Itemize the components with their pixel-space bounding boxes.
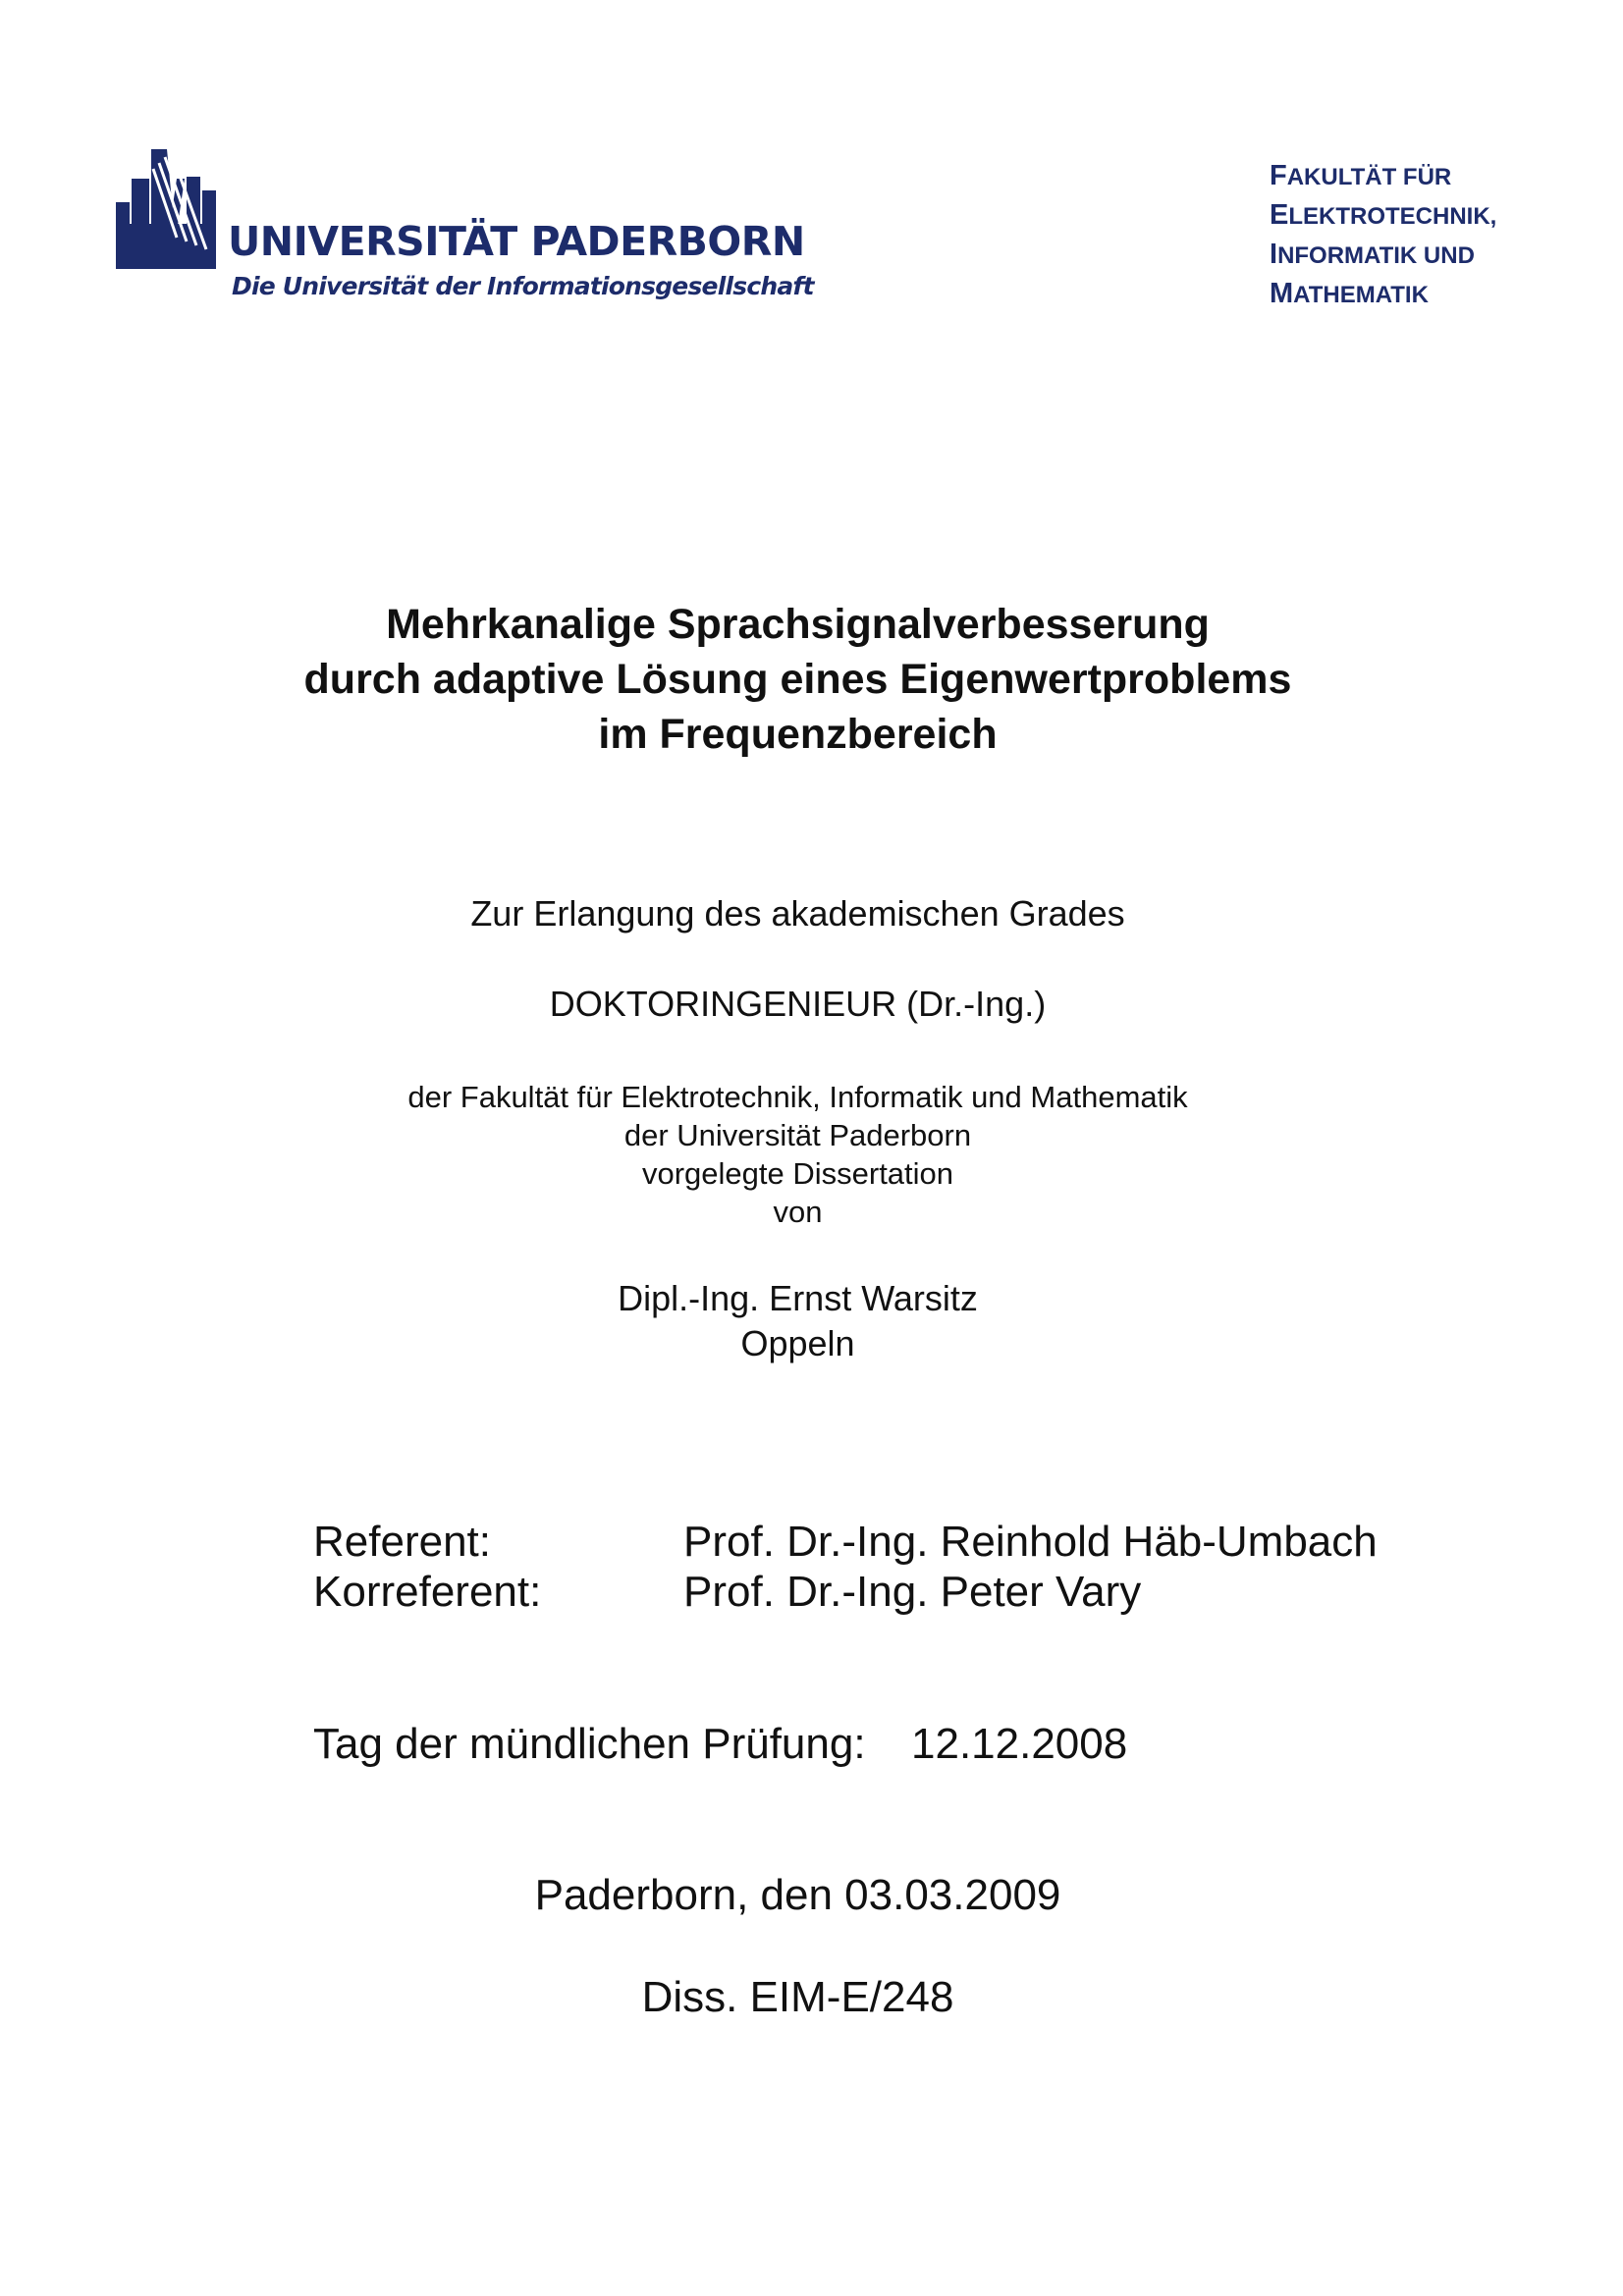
faculty-header	[1270, 157, 1496, 314]
statement-line: vorgelegte Dissertation	[641, 1156, 954, 1191]
co-referee-row	[313, 1568, 1141, 1617]
title-line: Mehrkanalige Sprachsignalverbesserung	[386, 601, 1210, 648]
referee-name: Prof. Dr.-Ing. Reinhold Häb-Umbach	[683, 1518, 1378, 1566]
title-line: im Frequenzbereich	[598, 711, 998, 758]
faculty-header-line: FAKULTÄT FÜR	[1270, 160, 1452, 191]
faculty-header-line: MATHEMATIK	[1270, 278, 1429, 309]
referee-label: Referent:	[313, 1518, 491, 1566]
place-date: Paderborn, den 03.03.2009	[534, 1871, 1061, 1919]
referee-row	[313, 1518, 1378, 1567]
oral-exam-date: 12.12.2008	[911, 1720, 1128, 1768]
statement-line: der Fakultät für Elektrotechnik, Informatik und Mathematik	[407, 1080, 1188, 1114]
university-logo-icon	[116, 139, 216, 269]
oral-exam-row	[313, 1720, 1127, 1769]
statement-line: von	[773, 1195, 823, 1229]
oral-exam-label: Tag der mündlichen Prüfung:	[313, 1720, 866, 1768]
title-line: durch adaptive Lösung eines Eigenwertproblems	[303, 656, 1292, 703]
submission-statement	[0, 1078, 1596, 1231]
university-tagline: Die Universität der Informationsgesellschaft	[232, 272, 814, 300]
statement-line: der Universität Paderborn	[623, 1118, 972, 1152]
university-name: UNIVERSITÄT PADERBORN	[228, 218, 805, 265]
faculty-header-line: ELEKTROTECHNIK,	[1270, 199, 1497, 231]
degree-intro: Zur Erlangung des akademischen Grades	[470, 893, 1125, 934]
dissertation-number: Diss. EIM-E/248	[641, 1973, 954, 2021]
co-referee-label: Korreferent:	[313, 1568, 542, 1616]
co-referee-name: Prof. Dr.-Ing. Peter Vary	[683, 1568, 1142, 1616]
author-block	[0, 1276, 1596, 1366]
author-birthplace: Oppeln	[740, 1323, 855, 1363]
degree-name: DOKTORINGENIEUR (Dr.-Ing.)	[549, 984, 1047, 1024]
author-name: Dipl.-Ing. Ernst Warsitz	[618, 1278, 978, 1318]
dissertation-title	[0, 597, 1596, 762]
faculty-header-line: INFORMATIK UND	[1270, 239, 1475, 270]
